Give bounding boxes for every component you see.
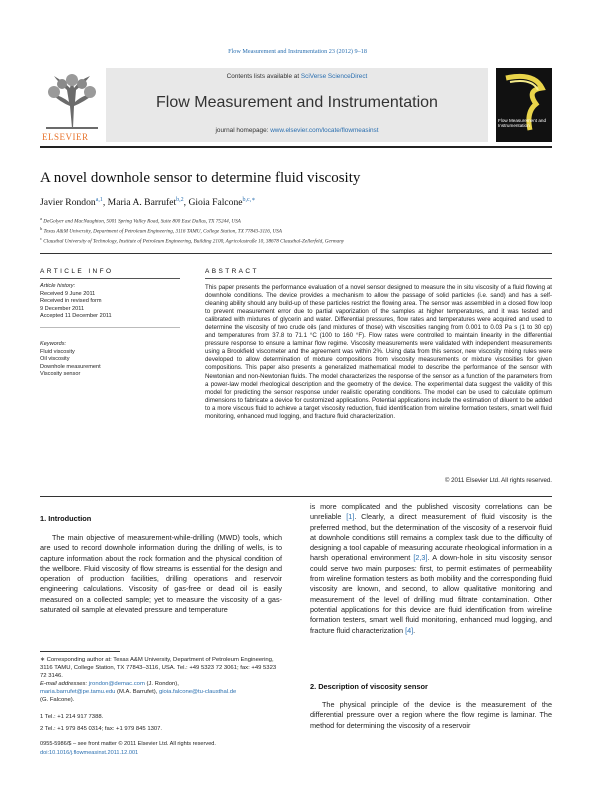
- affiliation-text: Texas A&M University, Department of Petroleum Engineering, 3116 TAMU, College Station, TX 77843-3116, USA: [43, 228, 282, 235]
- history-item: Received in revised form: [40, 298, 102, 305]
- info-divider: [40, 327, 180, 328]
- footnote-2: 2 Tel.: +1 979 845 0314; fax: +1 979 845 1307.: [40, 726, 163, 732]
- abstract-rule: [205, 278, 552, 279]
- author-name: Gioia Falcone: [188, 197, 243, 209]
- sciencedirect-link[interactable]: SciVerse ScienceDirect: [300, 73, 368, 80]
- copyright: © 2011 Elsevier Ltd. All rights reserved.: [444, 477, 552, 484]
- contents-line: [106, 73, 488, 80]
- abstract-heading: ABSTRACT: [205, 268, 259, 275]
- email-link[interactable]: maria.barrufet@pe.tamu.edu: [40, 689, 116, 696]
- affiliation-mark: a: [40, 216, 42, 221]
- history-item: Accepted 11 December 2011: [40, 313, 112, 320]
- author-affiliation-mark[interactable]: b,2: [176, 197, 184, 203]
- affiliation: [40, 216, 241, 225]
- citation-link[interactable]: [4]: [405, 625, 414, 635]
- elsevier-tree-logo: [40, 72, 104, 142]
- email-owner: (G. Falcone).: [40, 697, 75, 704]
- section-heading-introduction: 1. Introduction: [40, 514, 92, 523]
- abstract-end-rule: [40, 496, 552, 497]
- author-name: Javier Rondon: [40, 197, 96, 209]
- issn-line: 0955-5986/$ – see front matter © 2011 Elsevier Ltd. All rights reserved.: [40, 741, 216, 747]
- homepage-link[interactable]: www.elsevier.com/locate/flowmeasinst: [270, 127, 379, 134]
- affiliation-mark: c: [40, 236, 42, 241]
- intro-paragraph-continued: [310, 502, 552, 636]
- header-rule: [40, 253, 552, 254]
- intro-text: . Clearly, a direct measurement of fluid viscosity is the preferred method, but the determination of the viscosity of a reservoir fluid at downhole conditions still remains a complex task due to the difficulty of designing a tool capable of measuring accurate rheological information in a harsh operational environment: [310, 512, 552, 563]
- footnote-1: 1 Tel.: +1 214 917 7388.: [40, 714, 104, 720]
- affiliation-mark: b: [40, 226, 43, 231]
- article-history: [40, 283, 180, 321]
- article-info-heading: ARTICLE INFO: [40, 268, 114, 275]
- email-link[interactable]: jrondon@demac.com: [88, 681, 145, 688]
- intro-text: is more complicated and the published viscosity correlations can be unreliable: [310, 502, 552, 522]
- affiliation: [40, 236, 344, 245]
- email-owner: (J. Rondon),: [144, 681, 179, 688]
- citation-link[interactable]: [2,3]: [413, 553, 428, 563]
- journal-banner: [106, 68, 488, 142]
- author-list: Javier Rondon$^{a,1}$, Maria A. Barrufet$^{b,2}$, Gioia Falcone$^{b,c,∗}$: [40, 197, 256, 209]
- cover-art-icon: [496, 68, 552, 142]
- keywords-label: Keywords:: [40, 341, 67, 347]
- corresponding-author-note: ∗ Corresponding author at: Texas A&M University, Department of Petroleum Engineering, 3116 TAMU, College Station, TX 77843–3116, USA. Tel.: +49 5323 72 3061; fax: +49 5323 72 3146.: [40, 657, 277, 680]
- history-item: Received 9 June 2011: [40, 290, 96, 297]
- contents-prefix: Contents lists available at: [226, 73, 301, 80]
- masthead-rule: [40, 146, 552, 148]
- paper-title: A novel downhole sensor to determine fluid viscosity: [40, 170, 361, 186]
- journal-reference[interactable]: Flow Measurement and Instrumentation 23 (2012) 9–18: [228, 48, 367, 55]
- keywords: [40, 341, 180, 379]
- email-owner: (M.A. Barrufet),: [115, 689, 159, 696]
- citation-link[interactable]: [1]: [346, 512, 355, 522]
- publisher-name: ELSEVIER: [42, 132, 89, 142]
- history-item: 9 December 2011: [40, 305, 85, 312]
- intro-text: .: [413, 625, 416, 635]
- journal-cover-image: [496, 68, 552, 142]
- keyword: Oil viscosity: [40, 356, 70, 363]
- keyword: Fluid viscosity: [40, 348, 75, 355]
- section-heading-description: 2. Description of viscosity sensor: [310, 682, 428, 691]
- history-label: Article history:: [40, 283, 76, 289]
- keyword: Viscosity sensor: [40, 371, 81, 378]
- journal-title: Flow Measurement and Instrumentation: [156, 94, 438, 111]
- email-label: E-mail addresses:: [40, 681, 89, 688]
- affiliation-text: Clausthal University of Technology, Institute of Petroleum Engineering, Building 2100, Agricolastraße 10, 38678 Clausthal-Zellerfeld, Germany: [43, 238, 345, 245]
- homepage-prefix: journal homepage:: [215, 127, 271, 134]
- abstract-text: This paper presents the performance evaluation of a novel sensor designed to measure the in situ viscosity of a fluid flowing at downhole conditions. The device provides a mechanism to allow the passage of solid particles (i.e. sand) and has a self-cleaning ability should any build-up of these particles restrict the flowing area. The sensor was assembled in a closed flow loop to prevent measurement error due to partial vaporization of the samples at higher temperatures, and it was tested and calibrated with mixtures of glycerin and water. Differential pressures, flow rates and temperatures were acquired and used to determine the viscosity of two crude oils (and mixtures of those) with viscosities ranging from 0.001 to 0.03 Pa s (1 to 30 cp) and temperatures from 37.8 to 71.1 °C (100 to 160 °F). Flow rates were controlled to maintain linearity in the differential pressure response to ensure a laminar flow regime. Viscosity measurements were validated with independent measurements using a Brookfield viscometer and the agreement was within 2%. Using data from this sensor, new viscosity mixing rules were developed to allow determination of mixture compositions from viscosity measurements or mixture viscosities for given compositions. This paper also presents a generalized mathematical model to describe the performance of the sensor with Newtonian and non-Newtonian fluids. The model characterizes the response of the sensor as a function of the parameters from a power-law model rheological description and the geometry of the device. The experimental data suggest the validity of this model for predicting the sensor response under realistic operating conditions. The model can be used to calculate optimum dimensions to fabricate a device for customized applications. Potential applications include the estimation of diluent to be added to a more viscous fluid to achieve a target viscosity reduction, fluid identification from wireline formation testers, smart well fluid monitoring, enhanced mud logging, and fracture fluid characterization.: [205, 284, 552, 420]
- author-affiliation-mark[interactable]: b,c,∗: [242, 197, 256, 203]
- intro-paragraph: The main objective of measurement-while-drilling (MWD) tools, which are used to record downhole information during the drilling of wells, is to capture information about the rock formation and the physical condition of the wellbore. Fluid viscosity of flow streams is essential for the design and operation of production facilities, drilling operations and reservoir engineering calculations. Viscosity of gas-free or dead oil is easily measured on a collected sample; yet to measure the viscosity of a gas-saturated oil sample at elevated pressure and temperature: [40, 533, 282, 615]
- doi-link[interactable]: [40, 750, 138, 756]
- email-link[interactable]: gioia.falcone@tu-clausthal.de: [158, 689, 237, 696]
- section2-paragraph: The physical principle of the device is the measurement of the differential pressure over a region where the flow regime is laminar. The method for determining the viscosity of a reservoir: [310, 700, 552, 730]
- cover-title: Flow Measurement and Instrumentation: [498, 118, 547, 129]
- homepage-line: [106, 127, 488, 134]
- affiliation-text: DeGolyer and MacNaughton, 5001 Spring Valley Road, Suite 800 East Dallas, TX 75244, USA: [43, 218, 241, 225]
- keyword: Downhole measurement: [40, 363, 101, 370]
- article-info-rule: [40, 278, 180, 279]
- tree-icon: [40, 72, 104, 130]
- footnote-rule: [40, 651, 120, 652]
- intro-text: . A down-hole in situ viscosity sensor could serve two main purposes: first, to permit estimates of permeability from wireline formation testers as both mobility and the corresponding fluid viscosity are known, and second, to allow qualitative monitoring and measurement of the level of drilling mud filtrate contamination. Other potential applications for this device are fluid identification from wireline formation testers, smart well fluid monitoring, enhanced mud logging, and fracture fluid characterization: [310, 553, 552, 635]
- doi-link-text[interactable]: doi:10.1016/j.flowmeasinst.2011.12.001: [40, 750, 139, 756]
- masthead: [40, 68, 552, 144]
- footnote-corresponding: [40, 656, 280, 705]
- author-name: Maria A. Barrufet: [107, 197, 177, 209]
- affiliation: [40, 226, 282, 235]
- author-affiliation-mark[interactable]: a,1: [95, 197, 103, 203]
